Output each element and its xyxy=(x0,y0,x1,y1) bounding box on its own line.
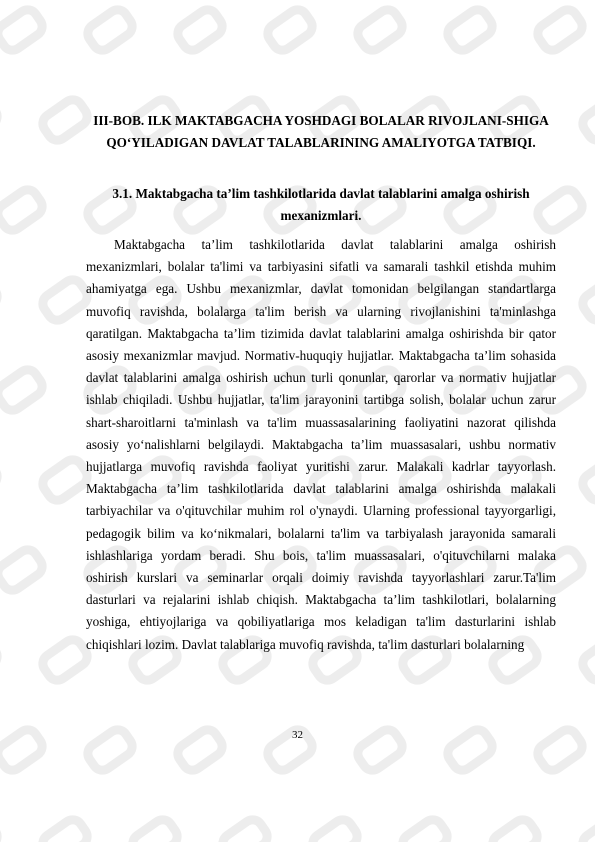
page-number: 32 xyxy=(292,729,303,741)
body-paragraph: Maktabgacha ta’lim tashkilotlarida davlat talablarini amalga oshirish mexanizmlari, bolalar ta'limi va tarbiyasini sifatli va samarali tashkil etishda muhim ahamiyatga ega. Ushbu mexanizmlar, davlat tomonidan belgilangan standartlarga muvofiq ravishda, bolalarga ta'lim berish va ularning rivojlanishini ta'minlashga qaratilgan. Maktabgacha ta’lim tizimida davlat talablarini amalga oshirishda bir qator asosiy mexanizmlar mavjud. Normativ-huquqiy hujjatlar. Maktabgacha ta’lim sohasida davlat talablarini amalga oshirish uchun turli qonunlar, qarorlar va normativ hujjatlar ishlab chiqiladi. Ushbu hujjatlar, ta'lim jarayonini tartibga solish, bolalar uchun zarur shart-sharoitlarni ta'minlash va ta'lim muassasalarining faoliyatini nazorat qilishda asosiy yo‘nalishlarni belgilaydi. Maktabgacha ta’lim muassasalari, ushbu normativ hujjatlarga muvofiq ravishda faoliyat yuritishi zarur. Malakali kadrlar tayyorlash. Maktabgacha ta’lim tashkilotlarida davlat talablarini amalga oshirishda malakali tarbiyachilar va o'qituvchilar muhim rol o'ynaydi. Ularning professional tayyorgarligi, pedagogik bilim va ko‘nikmalari, bolalarni ta'lim va tarbiyalash jarayonida samarali ishlashlariga yordam beradi. Shu bois, ta'lim muassasalari, o'qituvchilarni malaka oshirish kurslari va seminarlar orqali doimiy ravishda tayyorlashlari zarur.Ta'lim dasturlari va rejalarini ishlab chiqish. Maktabgacha ta’lim tashkilotlari, bolalarning yoshiga, ehtiyojlariga va qobiliyatlariga mos keladigan ta'lim dasturlarini ishlab chiqishlari lozim. Davlat talablariga muvofiq ravishda, ta'lim dasturlari bolalarning xyxy=(86,237,556,652)
chapter-title: III-BOB. ILK MAKTABGACHA YOSHDAGI BOLALAR RIVOJLANI-SHIGA QO‘YILADIGAN DAVLAT TALABLARINING AMALIYOTGA TATBIQI. xyxy=(93,113,549,150)
section-title: 3.1. Maktabgacha ta’lim tashkilotlarida davlat talablarini amalga oshirish mexanizmlari. xyxy=(112,186,530,223)
